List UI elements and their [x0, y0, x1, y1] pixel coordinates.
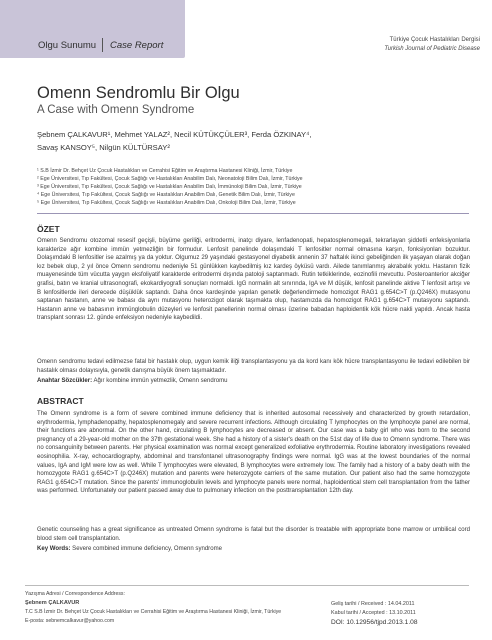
- correspondence-name: Şebnem ÇALKAVUR: [25, 600, 80, 606]
- abstract-heading: ABSTRACT: [37, 396, 84, 406]
- section-label-tr: Olgu Sunumu: [38, 40, 97, 51]
- affiliation: ⁵ Ege Üniversitesi, Tıp Fakültesi, Çocuk Sağlığı ve Hastalıkları Anabilim Dalı, Onkoloji Bilim Dalı, İzmir, Türkiye: [37, 200, 296, 206]
- authors-line-1: Şebnem ÇALKAVUR¹, Mehmet YALAZ², Necil KÜTÜKÇÜLER³, Ferda ÖZKINAY⁴,: [37, 130, 312, 139]
- keywords-text: Severe combined immune deficiency, Omenn syndrome: [70, 546, 222, 552]
- ozet-heading: ÖZET: [37, 224, 60, 234]
- journal-name-tr: Türkiye Çocuk Hastalıkları Dergisi: [389, 37, 480, 43]
- keywords-text: Ağır kombine immün yetmezlik, Omenn sendromu: [92, 378, 228, 384]
- affiliations: [37, 167, 467, 207]
- affiliation: ³ Ege Üniversitesi, Tıp Fakültesi, Çocuk Sağlığı ve Hastalıkları Anabilim Dalı, İmmünoloji Bilim Dalı, İzmir, Türkiye: [37, 184, 302, 190]
- keywords-label: Anahtar Sözcükler:: [37, 378, 93, 384]
- correspondence-address: T.C S.B İzmir Dr. Behçet Uz Çocuk Hastalıkları ve Cerrahisi Eğitim ve Araştırma Hastanesi Kliniği, İzmir, Türkiye: [25, 609, 282, 615]
- doi[interactable]: DOI: 10.12956/tjpd.2013.1.08: [331, 619, 418, 626]
- divider: [37, 213, 469, 214]
- abstract-paragraph-2: Genetic counseling has a great significance as untreated Omenn syndrome is fatal but the disorder is treatable with appropriate bone marrow or umbilical cord blood stem cell transplantation.: [37, 527, 470, 542]
- correspondence-label: Yazışma Adresi / Correspondence Address:: [25, 591, 125, 597]
- author-list: [37, 129, 457, 154]
- affiliation: ⁴ Ege Üniversitesi, Tıp Fakültesi, Çocuk Sağlığı ve Hastalıkları Anabilim Dalı, Genetik Bilim Dalı, İzmir, Türkiye: [37, 192, 295, 198]
- affiliation: ² Ege Üniversitesi, Tıp Fakültesi, Çocuk Sağlığı ve Hastalıkları Anabilim Dalı, Neonatoloji Bilim Dalı, İzmir, Türkiye: [37, 176, 303, 182]
- ozet-keywords: [37, 377, 470, 386]
- footer-divider: [25, 585, 469, 586]
- abstract-keywords: [37, 545, 470, 554]
- ozet-paragraph-1: Omenn Sendromu otozomal resesif geçişli, büyüme geriliği, eritrodermi, inatçı diyare, lenfadenopati, hepatosplenomegali, tekrarlayan şiddetli enfeksiyonlarla karakterize ağır kombine immün yetmezliğin bir formudur. Lenfosit panelinde dolaşımdaki T lenfositler normal olmasına karşın, fonksiyonları bozuktur. Dolaşımdaki B lenfositler ise azalmış ya da yoktur. Olgumuz 29 yaşındaki gestasyonel diyabetik annenin 37 haftalık ikinci gebeliğinden ilk yaşayan olarak doğan kız bebek olup, 2 yıl önce Omenn sendromu nedeniyle 51 günlükken kaybedilmiş kız kardeş öyküsü vardı. Ailede tanımlanmış akrabalık yoktu. Hastanın fizik muayenesinde tüm vücutta yaygın eksfoliyatif karakterde eritrodermi dışında patoloji saptanmadı. Rutin tetkiklerinde, eozinofili mevcuttu. Posteroanterior akciğer grafisi, batın ve kranial ultrasonografi, ekokardiyografi sonuçları normaldi. IgG normalin alt sınırında, IgA ve M düşük, lenfosit panelinde aktive T lenfosit artışı ve B lenfositlerde ileri derecede düşüklük saptandı. Daha önce kardeşinde yapılan genetik değerlendirmede homozigot RAG1 g.654C>T (p.Q246X) mutasyonu saptanan hastanın, anne ve babası da aynı mutasyonu heterozigot olarak taşımakta olup, hastamızda da homozigot RAG1 g.654C>T mutasyonu saptandı. Hastanın anne ve babasının immünglobulin düzeyleri ve lenfosit panellerinin normal olması üzerine babadan haploidentik kök hücre nakli yapıldı. Ancak hasta transplant sonrası 12. günde enfeksiyon nedeniyle kaybedildi.: [37, 238, 470, 322]
- affiliation: ¹ S.B İzmir Dr. Behçet Uz Çocuk Hastalıkları ve Cerrahisi Eğitim ve Araştırma Hastanesi Kliniği, İzmir, Türkiye: [37, 168, 293, 174]
- accepted-date: Kabul tarihi / Accepted : 13.10.2011: [331, 610, 416, 616]
- correspondence-email[interactable]: E-posta: sebnemcalkavur@yahoo.com: [25, 618, 115, 624]
- section-separator: [102, 38, 103, 52]
- journal-name-en: Turkish Journal of Pediatric Disease: [384, 46, 480, 52]
- abstract-paragraph-1: The Omenn syndrome is a form of severe combined immune deficiency that is inherited autosomal recessively and characterized by growth retardation, erythrodermia, lymphadenopathy, hepatosplenomegaly and severe recurrent infections. Although circulating T lymphocytes on the lymphocyte panel are normal, their functions are abnormal. On the other hand, circulating B lymphocytes are decreased or absent. Our case was a baby girl who was born to the second pregnancy of a 29-year-old mother on the 37th gestational week. She had a history of a sister's death on the 51st day of life due to Omenn syndrome. There was no consanguinity between parents. Her physical examination was normal except generalized exfoliative erythrodermia. Routine laboratory investigations revealed eosinophilia. X-ray, echocardiography, abdominal and transfontanel ultrasonography findings were normal. IgG was at the lowest boundaries of the normal values, IgA and IgM were low as well. While T lymphocytes were elevated, B lymphocytes were extremely low. The family had a history of a baby death with the homozygote RAG1 g.654C>T (p.Q246X) mutation and parents were heterozygote carriers of the same mutation. Our patient also had the same homozygote RAG1 g.654C>T mutation. Since the parents' immunoglobulin levels and lymphocyte panels were normal, haploidentical stem cell transplantation from the father was performed. Unfortunately our patient passed away due to pulmonary infection on the posttransplantation 12th day.: [37, 411, 470, 495]
- received-date: Geliş tarihi / Received : 14.04.2011: [331, 601, 415, 607]
- authors-line-2: Savaş KANSOY⁵, Nilgün KÜLTÜRSAY²: [37, 142, 170, 152]
- keywords-label: Key Words:: [37, 546, 71, 552]
- article-title: Omenn Sendromlu Bir Olgu: [37, 84, 240, 102]
- article-subtitle: A Case with Omenn Syndrome: [37, 104, 195, 116]
- section-label-en: Case Report: [110, 40, 164, 51]
- ozet-paragraph-2: Omenn sendromu tedavi edilmezse fatal bir hastalık olup, uygun kemik iliği transplantasyonu ya da kord kanı kök hücre transplantasyonu ile tedavi edilebilen bir hastalık olması dolayısıyla, genetik danışma büyük önem taşımaktadır.: [37, 359, 470, 374]
- section-tab: [0, 0, 185, 58]
